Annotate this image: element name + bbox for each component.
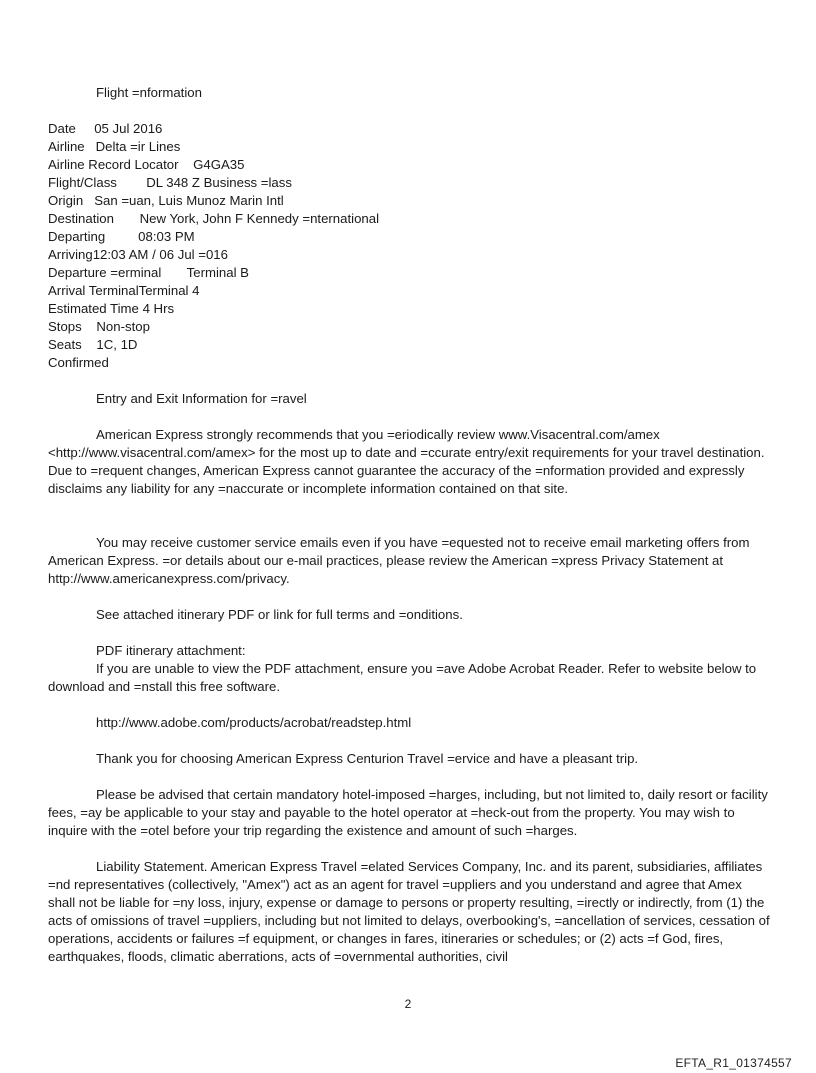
pdf-body: If you are unable to view the PDF attachment, ensure you =ave Adobe Acrobat Reader. Refer to website below to download and =nstall this free software. bbox=[48, 661, 757, 694]
flight-row-arriving bbox=[48, 246, 770, 264]
flight-row-stops bbox=[48, 318, 770, 336]
row-value: G4GA35 bbox=[193, 157, 245, 172]
thanks-note: Thank you for choosing American Express Centurion Travel =ervice and have a pleasant trip. bbox=[96, 751, 639, 766]
row-value: Terminal B bbox=[186, 265, 249, 280]
document-page bbox=[48, 84, 770, 966]
bates-number: EFTA_R1_01374557 bbox=[675, 1056, 792, 1070]
entry-body: American Express strongly recommends that you =eriodically review www.Visacentral.com/amex <http://www.visacentral.com/amex> for the most up to date and =ccurate entry/exit requirements for your travel destination. Due to =requent changes, American Express cannot guarantee the accuracy of the =nformation provided and expressly disclaims any liability for any =naccurate or incomplete information contained on that site. bbox=[48, 427, 765, 496]
row-label: Destination bbox=[48, 211, 114, 226]
flight-heading: Flight =nformation bbox=[96, 85, 202, 100]
row-value: Non-stop bbox=[96, 319, 150, 334]
flight-row-class bbox=[48, 174, 770, 192]
flight-row-origin bbox=[48, 192, 770, 210]
hotel-notice: Please be advised that certain mandatory hotel-imposed =harges, including, but not limited to, daily resort or facility fees, =ay be applicable to your stay and payable to the hotel operator at =heck-out from the property. You may wish to inquire with the =otel before your trip regarding the existence and amount of such =harges. bbox=[48, 787, 768, 838]
liability-statement: Liability Statement. American Express Travel =elated Services Company, Inc. and its parent, subsidiaries, affiliates =nd representatives (collectively, "Amex") act as an agent for travel =uppliers and you understand and agree that Amex shall not be liable for =ny loss, injury, expense or damage to persons or property resulting, =irectly or indirectly, from (1) the acts of omissions of travel =uppliers, including but not limited to delays, overbooking's, =ancellation of services, cessation of operations, accidents or failures =f equipment, or changes in fares, itineraries or schedules; or (2) acts =f God, fires, earthquakes, floods, climatic aberrations, acts of =overnmental authorities, civil bbox=[48, 859, 770, 964]
flight-details bbox=[48, 120, 770, 372]
row-value: 08:03 PM bbox=[138, 229, 195, 244]
row-label: Seats bbox=[48, 337, 82, 352]
row-label: Departure =erminal bbox=[48, 265, 162, 280]
row-value: 05 Jul 2016 bbox=[94, 121, 163, 136]
flight-row-departing bbox=[48, 228, 770, 246]
flight-row-date bbox=[48, 120, 770, 138]
flight-status: Confirmed bbox=[48, 355, 109, 370]
row-label: Airline Record Locator bbox=[48, 157, 179, 172]
row-label: Origin bbox=[48, 193, 84, 208]
row-label: Airline bbox=[48, 139, 85, 154]
row-label: Departing bbox=[48, 229, 106, 244]
row-label: Date bbox=[48, 121, 76, 136]
row-value: 12:03 AM / 06 Jul =016 bbox=[92, 247, 228, 262]
email-notice: You may receive customer service emails even if you have =equested not to receive email marketing offers from American Express. =or details about our e-mail practices, please review the American =xpress Privacy Statement at http://www.americanexpress.com/privacy. bbox=[48, 535, 750, 586]
row-label: Arrival Terminal bbox=[48, 283, 139, 298]
pdf-heading: PDF itinerary attachment: bbox=[96, 643, 246, 658]
entry-heading: Entry and Exit Information for =ravel bbox=[96, 391, 307, 406]
flight-row-record-locator bbox=[48, 156, 770, 174]
row-label: Estimated Time bbox=[48, 301, 139, 316]
row-value: New York, John F Kennedy =nternational bbox=[139, 211, 380, 226]
flight-row-departure-terminal bbox=[48, 264, 770, 282]
row-value: 1C, 1D bbox=[96, 337, 138, 352]
row-value: San =uan, Luis Munoz Marin Intl bbox=[94, 193, 284, 208]
adobe-link[interactable]: http://www.adobe.com/products/acrobat/readstep.html bbox=[96, 715, 412, 730]
row-value: DL 348 Z Business =lass bbox=[146, 175, 292, 190]
flight-row-seats bbox=[48, 336, 770, 354]
row-value: Terminal 4 bbox=[138, 283, 200, 298]
row-label: Arriving bbox=[48, 247, 93, 262]
row-label: Flight/Class bbox=[48, 175, 117, 190]
row-value: 4 Hrs bbox=[142, 301, 175, 316]
flight-row-destination bbox=[48, 210, 770, 228]
flight-row-arrival-terminal bbox=[48, 282, 770, 300]
flight-row-estimated-time bbox=[48, 300, 770, 318]
page-number: 2 bbox=[404, 997, 412, 1011]
attached-note: See attached itinerary PDF or link for full terms and =onditions. bbox=[96, 607, 463, 622]
row-label: Stops bbox=[48, 319, 82, 334]
row-value: Delta =ir Lines bbox=[95, 139, 181, 154]
flight-row-airline bbox=[48, 138, 770, 156]
